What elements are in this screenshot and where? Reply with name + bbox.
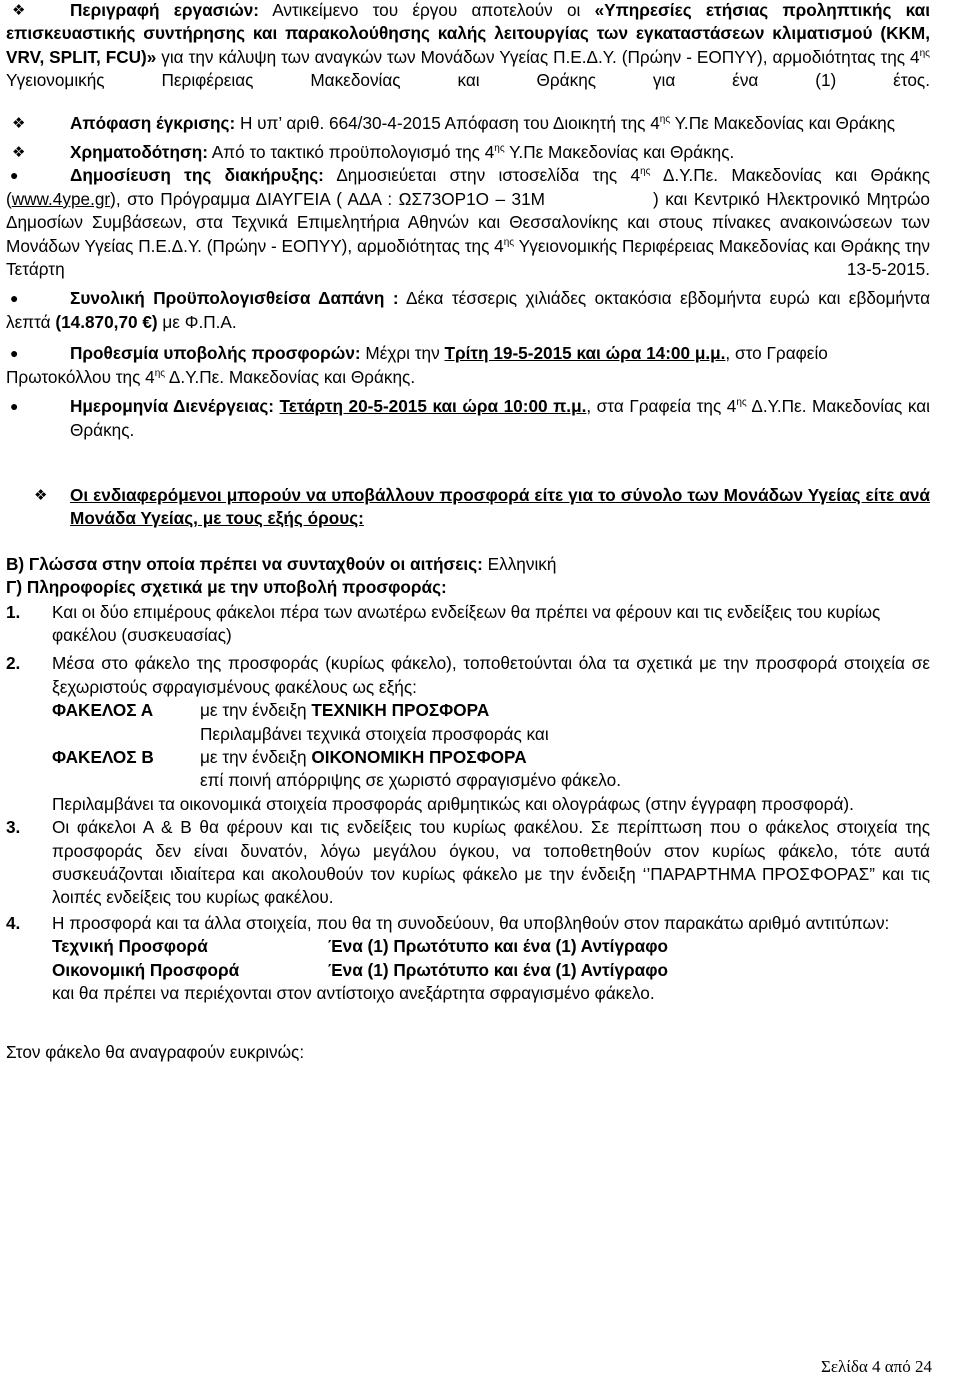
conduct-paragraph: ● Ημερομηνία Διενέργειας: Τετάρτη 20-5-2015 και ώρα 10:00 π.μ., στα Γραφεία της $4^{\eta\varsigma}$ Δ.Υ.Πε. Μακεδονίας και Θράκης. [10, 396, 930, 440]
closing-line: Στον φάκελο θα αναγραφούν ευκρινώς: [6, 1042, 305, 1063]
bullet-icon: ● [10, 167, 19, 184]
envelope-b: ΦΑΚΕΛΟΣ Β με την ένδειξη ΟΙΚΟΝΟΜΙΚΗ ΠΡΟΣΦΟΡΑ [52, 746, 527, 767]
envelope-a-desc: Περιλαμβάνει τεχνικά στοιχεία προσφοράς και [200, 723, 549, 744]
document-page [6, 0, 930, 1065]
copies-technical: Τεχνική Προσφορά Ένα (1) Πρωτότυπο και ένα (1) Αντίγραφο [52, 936, 669, 957]
page-number: Σελίδα 4 από 24 [820, 1357, 932, 1376]
copies-economic: Οικονομική Προσφορά Ένα (1) Πρωτότυπο και ένα (1) Αντίγραφο [52, 959, 669, 980]
item-4: 4. Η προσφορά και τα άλλα στοιχεία, που θα τη συνοδεύουν, θα υποβληθούν στον παρακάτω αριθμό αντιτύπων: [6, 912, 890, 933]
envelope-a: ΦΑΚΕΛΟΣ Α με την ένδειξη ΤΕΧΝΙΚΗ ΠΡΟΣΦΟΡΑ [52, 700, 490, 721]
diamond-bullet-icon: ❖ [12, 144, 26, 162]
approval-paragraph: ❖ Απόφαση έγκρισης: Η υπ’ αριθ. 664/30-4-2015 Απόφαση του Διοικητή της $4^{\eta\varsigma}$ Υ.Πε Μακεδονίας και Θράκης [6, 112, 930, 135]
copies-note: και θα πρέπει να περιέχονται στον αντίστοιχο ανεξάρτητα σφραγισμένο φάκελο. [52, 983, 655, 1004]
funding-paragraph: ❖ Χρηματοδότηση: Από το τακτικό προϋπολογισμό της $4^{\eta\varsigma}$ Υ.Πε Μακεδονίας και Θράκης. [6, 141, 930, 164]
bullet-icon: ● [10, 290, 19, 307]
bullet-icon: ● [10, 345, 19, 362]
diamond-bullet-icon: ❖ [12, 2, 26, 19]
diamond-bullet-icon: ❖ [12, 114, 26, 132]
item-3: 3. Οι φάκελοι Α & Β θα φέρουν και τις ενδείξεις του κυρίως φακέλου. Σε περίπτωση που ο φάκελος στοιχεία της προσφοράς δεν είναι δυνατόν, λόγω μεγάλου όγκου, να τοποθετηθούν στον κυρίως φάκελο, τότε αυτά συσκευάζονται ιδιαίτερα και ακολουθούν τον κυρίως φάκελο με την ένδειξη ‘’ΠΑΡΑΡΤΗΜΑ ΠΡΟΣΦΟΡΑΣ” και τις λοιπές ενδείξεις του κυρίως φακέλου. [6, 817, 930, 908]
budget-paragraph: ● Συνολική Προϋπολογισθείσα Δαπάνη : Δέκα τέσσερις χιλιάδες οκτακόσια εβδομήντα ευρώ και εβδομήντα λεπτά (14.870,70 €) με Φ.Π.Α. [6, 288, 931, 332]
publication-paragraph: ● Δημοσίευση της διακήρυξης: Δημοσιεύεται στην ιστοσελίδα της $4^{\eta\varsigma}$ Δ.Υ.Πε. Μακεδονίας και Θράκης (www.4ype.gr), στο Πρόγραμμα ΔΙΑΥΓΕΙΑ ( ΑΔΑ : ΩΣ73ΟΡ1Ο – 31Μ ) και Κεντρικό Ηλεκτρονικό Μητρώο Δημοσίων Συμβάσεων, στα Τεχνικά Επιμελητήρια Αθηνών και Θεσσαλονίκης και στους πίνακες ανακοινώσεων των Μονάδων Υγείας Π.Ε.Δ.Υ. (Πρώην - ΕΟΠΥΥ), αρμοδιότητας της $4^{\eta\varsigma}$ Υγειονομικής Περιφέρειας Μακεδονίας και Θράκης την Τετάρτη 13-5-2015. [6, 165, 930, 280]
language-line: Β) Γλώσσα στην οποία πρέπει να συνταχθούν οι αιτήσεις: Ελληνική [6, 553, 557, 574]
bullet-icon: ● [10, 398, 19, 415]
intro-paragraph: ❖ Περιγραφή εργασιών: Αντικείμενο του έργου αποτελούν οι «Υπηρεσίες ετήσιας προληπτικής και επισκευαστικής συντήρησης και παρακολούθησης καλής λειτουργίας των εγκαταστάσεων κλιματισμού (ΚΚΜ, VRV, SPLIT, FCU)» για την κάλυψη των αναγκών των Μονάδων Υγείας Π.Ε.Δ.Υ. (Πρώην - ΕΟΠΥΥ), αρμοδιότητας της $4^{\eta\varsigma}$ Υγειονομικής Περιφέρειας Μακεδονίας και Θράκης για ένα (1) έτος. [6, 0, 930, 91]
interested-paragraph: ❖ Οι ενδιαφερόμενοι μπορούν να υποβάλλουν προσφορά είτε για το σύνολο των Μονάδων Υγείας είτε ανά Μονάδα Υγείας, με τους εξής όρους: [34, 484, 930, 529]
envelope-econ-desc: Περιλαμβάνει τα οικονομικά στοιχεία προσφοράς αριθμητικώς και ολογράφως (στην έγγραφη προσφορά). [52, 793, 854, 814]
envelope-b-desc: επί ποινή απόρριψης σε χωριστό σφραγισμένο φάκελο. [200, 770, 621, 791]
diamond-bullet-icon: ❖ [34, 486, 48, 504]
item-1: 1. Και οι δύο επιμέρους φάκελοι πέρα των ανωτέρω ενδείξεων θα πρέπει να φέρουν και τις ενδείξεις του κυρίως φακέλου (συσκευασίας) [6, 601, 881, 645]
item-2: 2. Μέσα στο φάκελο της προσφοράς (κυρίως φάκελο), τοποθετούνται όλα τα σχετικά με την προσφορά στοιχεία σε ξεχωριστούς σφραγισμένους φακέλους ως εξής: [6, 653, 930, 697]
deadline-paragraph: ● Προθεσμία υποβολής προσφορών: Μέχρι την Τρίτη 19-5-2015 και ώρα 14:00 μ.μ., στο Γραφείο Πρωτοκόλλου της $4^{\eta\varsigma}$ Δ.Υ.Πε. Μακεδονίας και Θράκης. [6, 343, 828, 387]
info-heading: Γ) Πληροφορίες σχετικά με την υποβολή προσφοράς: [6, 577, 447, 598]
website-link[interactable]: www.4ype.gr [11, 188, 111, 209]
